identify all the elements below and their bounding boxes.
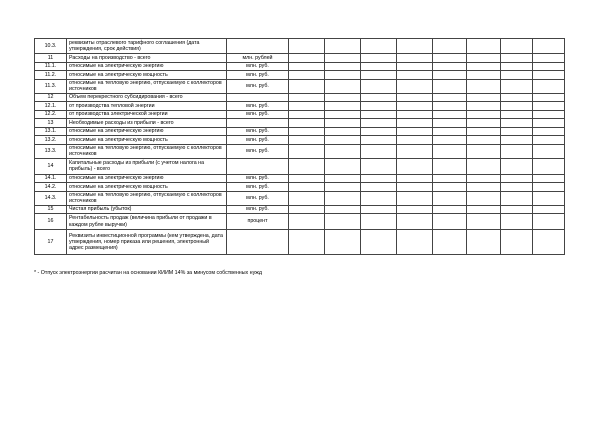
value-cell [325,39,361,54]
row-unit: млн. руб. [227,191,289,205]
row-name: Необходимые расходы из прибыли - всего [67,119,227,128]
value-cell [501,136,533,145]
table-row [35,54,565,63]
value-cell [501,79,533,93]
row-number: 10.3. [35,39,67,54]
value-cell [467,214,501,230]
value-cell [433,144,467,158]
value-cell [361,79,397,93]
value-cell [289,102,325,111]
value-cell [433,39,467,54]
value-cell [361,191,397,205]
value-cell [467,174,501,183]
value-cell [533,79,565,93]
row-number: 14 [35,158,67,174]
row-number: 13 [35,119,67,128]
value-cell [361,214,397,230]
value-cell [325,127,361,136]
value-cell [467,144,501,158]
value-cell [325,183,361,192]
row-number: 16 [35,214,67,230]
table-row [35,119,565,128]
row-name: Объем перекрестного субсидирования - всего [67,93,227,102]
value-cell [433,230,467,255]
row-number: 11.3. [35,79,67,93]
value-cell [501,93,533,102]
value-cell [467,119,501,128]
value-cell [533,230,565,255]
value-cell [501,39,533,54]
value-cell [433,110,467,119]
row-unit: млн. руб. [227,102,289,111]
value-cell [501,127,533,136]
value-cell [325,214,361,230]
table-body [35,39,565,255]
value-cell [433,93,467,102]
value-cell [397,62,433,71]
value-cell [325,102,361,111]
value-cell [325,119,361,128]
row-number: 17 [35,230,67,255]
value-cell [433,79,467,93]
value-cell [433,62,467,71]
row-name: относимые на тепловую энергию, отпускаемую с коллекторов источников [67,79,227,93]
value-cell [325,62,361,71]
value-cell [325,136,361,145]
value-cell [289,174,325,183]
footnote: * - Отпуск электроэнергии расчитан на основании КИИМ 14% за минусом собственных нужд [34,270,262,276]
row-name: Чистая прибыль (убыток) [67,205,227,214]
value-cell [501,62,533,71]
value-cell [501,174,533,183]
table-row [35,191,565,205]
value-cell [433,119,467,128]
value-cell [467,102,501,111]
row-number: 11.1. [35,62,67,71]
row-unit [227,93,289,102]
value-cell [467,62,501,71]
value-cell [501,119,533,128]
row-unit: процент [227,214,289,230]
value-cell [289,39,325,54]
table-row [35,174,565,183]
value-cell [325,54,361,63]
value-cell [361,144,397,158]
value-cell [397,158,433,174]
table-row [35,183,565,192]
value-cell [397,205,433,214]
value-cell [501,71,533,80]
value-cell [397,119,433,128]
value-cell [533,93,565,102]
value-cell [289,62,325,71]
value-cell [289,119,325,128]
value-cell [361,71,397,80]
value-cell [467,54,501,63]
value-cell [325,71,361,80]
value-cell [289,158,325,174]
row-number: 15 [35,205,67,214]
value-cell [397,54,433,63]
row-name: относимые на электрическую мощность [67,136,227,145]
value-cell [433,71,467,80]
value-cell [433,205,467,214]
value-cell [361,119,397,128]
value-cell [467,127,501,136]
value-cell [397,183,433,192]
value-cell [397,102,433,111]
value-cell [533,54,565,63]
row-name: относимые на электрическую мощность [67,183,227,192]
value-cell [533,110,565,119]
value-cell [501,183,533,192]
row-number: 14.1. [35,174,67,183]
value-cell [433,183,467,192]
row-number: 11.2. [35,71,67,80]
row-unit [227,230,289,255]
value-cell [467,191,501,205]
value-cell [397,214,433,230]
row-unit [227,39,289,54]
value-cell [325,110,361,119]
value-cell [501,230,533,255]
row-unit: млн. руб. [227,71,289,80]
row-unit: млн. руб. [227,62,289,71]
value-cell [361,110,397,119]
value-cell [433,54,467,63]
value-cell [433,174,467,183]
value-cell [289,136,325,145]
table-row [35,144,565,158]
value-cell [533,174,565,183]
table-row [35,127,565,136]
value-cell [361,205,397,214]
table-row [35,158,565,174]
row-unit [227,119,289,128]
row-name: относимые на электрическую мощность [67,71,227,80]
row-name: относимые на электрическую энергию [67,62,227,71]
value-cell [361,230,397,255]
value-cell [289,79,325,93]
value-cell [325,230,361,255]
row-number: 13.2. [35,136,67,145]
value-cell [533,158,565,174]
table-row [35,62,565,71]
row-number: 12.1. [35,102,67,111]
value-cell [361,158,397,174]
value-cell [467,158,501,174]
row-unit: млн. руб. [227,110,289,119]
row-name: относимые на тепловую энергию, отпускаемую с коллекторов источников [67,144,227,158]
value-cell [289,54,325,63]
value-cell [361,54,397,63]
value-cell [289,127,325,136]
value-cell [289,230,325,255]
row-name: относимые на тепловую энергию, отпускаемую с коллекторов источников [67,191,227,205]
value-cell [467,205,501,214]
value-cell [533,102,565,111]
value-cell [361,62,397,71]
value-cell [467,183,501,192]
value-cell [533,183,565,192]
value-cell [361,39,397,54]
row-unit: млн. руб. [227,174,289,183]
value-cell [361,183,397,192]
value-cell [289,93,325,102]
row-unit: млн. руб. [227,136,289,145]
row-number: 14.2. [35,183,67,192]
value-cell [397,174,433,183]
value-cell [501,158,533,174]
value-cell [397,93,433,102]
row-name: Рентабельность продаж (величина прибыли от продажи в каждом рубле выручки) [67,214,227,230]
value-cell [289,110,325,119]
value-cell [361,93,397,102]
row-number: 12.2. [35,110,67,119]
value-cell [433,158,467,174]
value-cell [397,144,433,158]
value-cell [501,102,533,111]
row-unit: млн. руб. [227,127,289,136]
value-cell [397,136,433,145]
row-name: от производства электрической энергии [67,110,227,119]
value-cell [501,205,533,214]
value-cell [501,144,533,158]
value-cell [533,127,565,136]
value-cell [533,71,565,80]
row-unit: млн. руб. [227,183,289,192]
row-number: 12 [35,93,67,102]
row-unit: млн. руб. [227,79,289,93]
value-cell [361,136,397,145]
value-cell [501,191,533,205]
value-cell [397,79,433,93]
row-unit: млн. руб. [227,205,289,214]
value-cell [433,127,467,136]
row-unit: млн. рублей [227,54,289,63]
value-cell [467,230,501,255]
value-cell [325,158,361,174]
value-cell [467,110,501,119]
row-name: относимые на электрическую энергию [67,127,227,136]
value-cell [433,191,467,205]
table-row [35,102,565,111]
value-cell [501,54,533,63]
data-table [34,38,565,255]
row-unit: млн. руб. [227,144,289,158]
value-cell [325,93,361,102]
value-cell [361,127,397,136]
value-cell [289,191,325,205]
value-cell [533,62,565,71]
value-cell [501,214,533,230]
table-row [35,230,565,255]
value-cell [361,102,397,111]
value-cell [433,214,467,230]
value-cell [533,144,565,158]
value-cell [533,39,565,54]
value-cell [325,144,361,158]
table-row [35,214,565,230]
value-cell [467,39,501,54]
value-cell [289,205,325,214]
table-row [35,110,565,119]
row-name: от производства тепловой энергии [67,102,227,111]
row-name: реквизиты отраслевого тарифного соглашения (дата утверждения, срок действия) [67,39,227,54]
value-cell [501,110,533,119]
row-number: 11 [35,54,67,63]
value-cell [397,110,433,119]
value-cell [533,191,565,205]
value-cell [289,71,325,80]
value-cell [533,205,565,214]
value-cell [433,102,467,111]
table-row [35,205,565,214]
value-cell [533,119,565,128]
table-row [35,39,565,54]
row-name: Расходы на производство - всего [67,54,227,63]
row-unit [227,158,289,174]
row-name: относимые на электрическую энергию [67,174,227,183]
value-cell [397,71,433,80]
table-row [35,71,565,80]
value-cell [397,230,433,255]
row-number: 14.3. [35,191,67,205]
value-cell [467,71,501,80]
value-cell [325,205,361,214]
value-cell [289,214,325,230]
value-cell [289,144,325,158]
value-cell [361,174,397,183]
value-cell [397,127,433,136]
value-cell [533,136,565,145]
table-row [35,136,565,145]
row-name: Реквизиты инвестиционной программы (кем утверждена, дата утверждения, номер приказа или решения, электронный адрес размещения) [67,230,227,255]
value-cell [325,79,361,93]
table-row [35,79,565,93]
value-cell [433,136,467,145]
value-cell [467,79,501,93]
value-cell [467,93,501,102]
row-name: Капитальные расходы из прибыли (с учетом налога на прибыль) - всего [67,158,227,174]
value-cell [397,39,433,54]
row-number: 13.1. [35,127,67,136]
table-row [35,93,565,102]
value-cell [325,174,361,183]
value-cell [325,191,361,205]
row-number: 13.3. [35,144,67,158]
value-cell [397,191,433,205]
value-cell [467,136,501,145]
value-cell [289,183,325,192]
value-cell [533,214,565,230]
